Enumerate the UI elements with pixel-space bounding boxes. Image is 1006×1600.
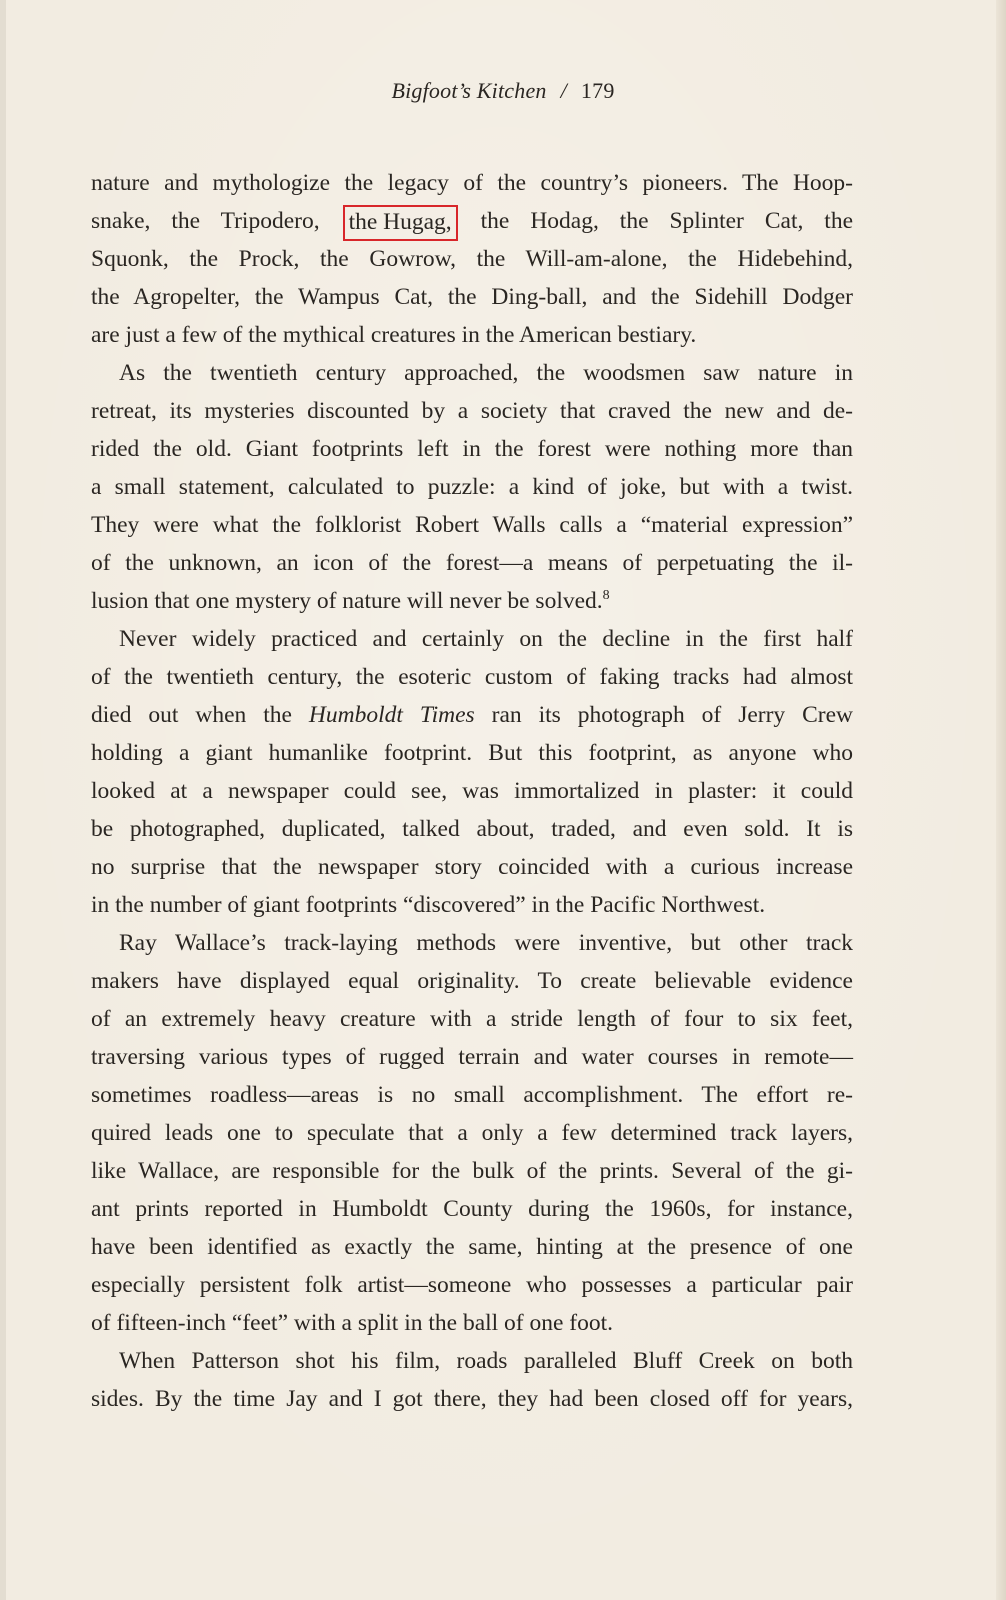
text-line: of the unknown, an icon of the forest—a means of perpetuating the il- [91, 550, 853, 576]
text-line: in the number of giant footprints “discovered” in the Pacific Northwest. [91, 892, 766, 918]
text-line: traversing various types of rugged terrain and water courses in remote— [91, 1044, 853, 1070]
text-line: Ray Wallace’s track-laying methods were inventive, but other track [119, 930, 853, 956]
newspaper-title: Humboldt Times [308, 702, 475, 728]
text-line: of fifteen-inch “feet” with a split in the ball of one foot. [91, 1310, 614, 1336]
text-line: quired leads one to speculate that a only a few determined track layers, [91, 1120, 853, 1146]
highlighted-phrase: the Hugag, [343, 205, 458, 241]
text-fragment: lusion that one mystery of nature will never be solved. [91, 588, 603, 614]
text-line: makers have displayed equal originality. To create believable evidence [91, 968, 853, 994]
text-line: holding a giant humanlike footprint. But this footprint, as anyone who [91, 740, 853, 766]
text-line: of an extremely heavy creature with a stride length of four to six feet, [91, 1006, 853, 1032]
text-line: nature and mythologize the legacy of the country’s pioneers. The Hoop- [91, 170, 853, 196]
text-line: of the twentieth century, the esoteric custom of faking tracks had almost [91, 664, 853, 690]
text-line: As the twentieth century approached, the woodsmen saw nature in [119, 360, 853, 386]
text-line: have been identified as exactly the same, hinting at the presence of one [91, 1234, 853, 1260]
text-line: sometimes roadless—areas is no small accomplishment. The effort re- [91, 1082, 853, 1108]
page-left-edge [0, 0, 6, 1600]
text-line: like Wallace, are responsible for the bulk of the prints. Several of the gi- [91, 1158, 853, 1184]
text-line: the Agropelter, the Wampus Cat, the Ding-ball, and the Sidehill Dodger [91, 284, 853, 310]
text-line: are just a few of the mythical creatures in the American bestiary. [91, 322, 697, 348]
text-line: a small statement, calculated to puzzle: a kind of joke, but with a twist. [91, 474, 853, 500]
text-line: looked at a newspaper could see, was immortalized in plaster: it could [91, 778, 853, 804]
text-line: be photographed, duplicated, talked about, traded, and even sold. It is [91, 816, 853, 842]
text-line: Never widely practiced and certainly on the decline in the first half [119, 626, 853, 652]
text-fragment: died out when the [91, 702, 292, 728]
footnote-marker[interactable]: 8 [602, 588, 610, 604]
text-line: Squonk, the Prock, the Gowrow, the Will-am-alone, the Hidebehind, [91, 246, 853, 272]
text-fragment: the Hodag, the Splinter Cat, the [480, 208, 854, 234]
text-line: sides. By the time Jay and I got there, they had been closed off for years, [91, 1386, 853, 1412]
page-number: 179 [580, 78, 615, 103]
text-line: ant prints reported in Humboldt County during the 1960s, for instance, [91, 1196, 853, 1222]
text-line: They were what the folklorist Robert Walls calls a “material expression” [91, 512, 853, 538]
text-line [91, 696, 853, 734]
text-line: retreat, its mysteries discounted by a society that craved the new and de- [91, 398, 853, 424]
text-line: When Patterson shot his film, roads paralleled Bluff Creek on both [119, 1348, 853, 1374]
text-line: no surprise that the newspaper story coincided with a curious increase [91, 854, 853, 880]
page-right-edge [996, 0, 1006, 1600]
text-line [91, 202, 853, 240]
body-text [91, 164, 853, 1418]
running-head [0, 78, 1006, 104]
running-head-title: Bigfoot’s Kitchen [391, 78, 547, 103]
text-fragment: snake, the Tripodero, [91, 208, 320, 234]
running-head-separator: / [560, 78, 567, 103]
text-line: especially persistent folk artist—someone who possesses a particular pair [91, 1272, 853, 1298]
text-line [91, 582, 853, 620]
text-fragment: ran its photograph of Jerry Crew [491, 702, 854, 728]
text-line: rided the old. Giant footprints left in the forest were nothing more than [91, 436, 853, 462]
